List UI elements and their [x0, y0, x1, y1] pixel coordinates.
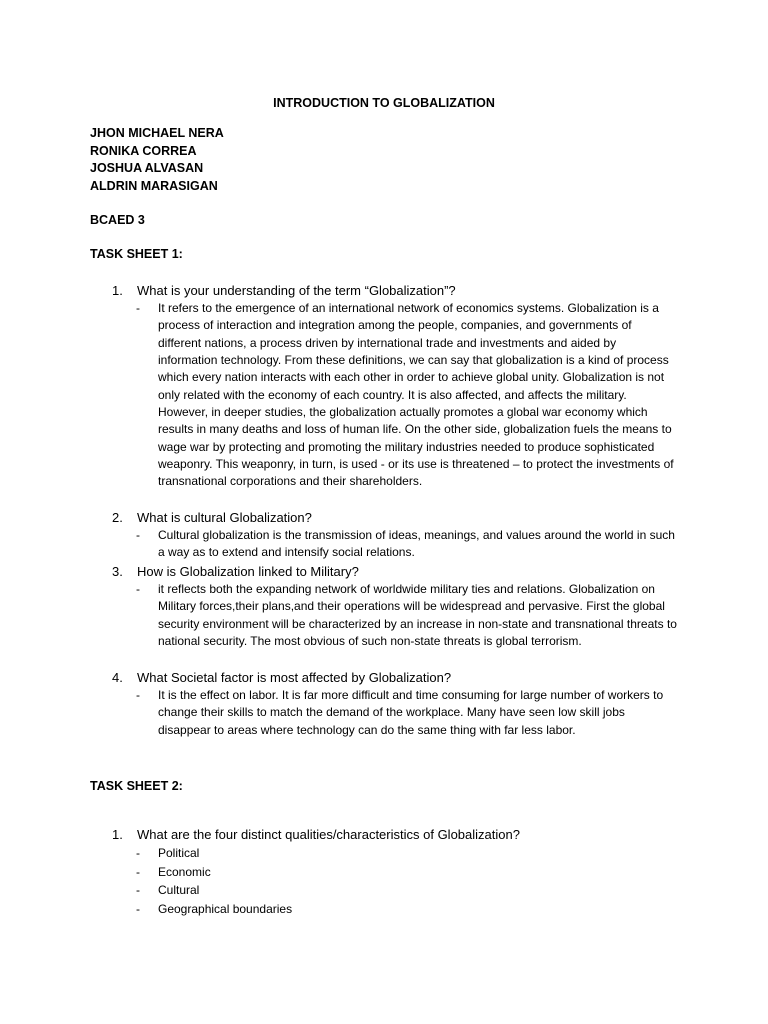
- dash-bullet: -: [136, 582, 140, 596]
- question: [0, 281, 768, 300]
- list-item-text: Political: [158, 846, 200, 860]
- task1-item-1: [0, 281, 768, 491]
- question-text: What is your understanding of the term “Globalization”?: [137, 283, 456, 298]
- author-name: RONIKA CORREA: [90, 143, 197, 158]
- list-item: [0, 863, 768, 882]
- document-title: INTRODUCTION TO GLOBALIZATION: [273, 96, 495, 110]
- list-item-text: Cultural: [158, 883, 200, 897]
- answer-text: it reflects both the expanding network of worldwide military ties and relations. Globalization on Military forces,their plans,and their operations will be widespread and pervasive. First the global security environment will be characterized by an increase in non-state and transnational threats to national security. The most obvious of such non-state threats is global terrorism.: [158, 582, 677, 649]
- list-item: [0, 844, 768, 863]
- answer-text: It refers to the emergence of an international network of economics systems. Globalization is a process of interaction and integration among the people, companies, and governments of different nations, a process driven by international trade and investments and aided by information technology. From these definitions, we can say that globalization is a kind of process which every nation interacts with each other in order to achieve global unity. Globalization is not only related with the economy of each country. It is also affected, and affects the military. However, in deeper studies, the globalization actually promotes a global war economy which results in many deaths and loss of human life. On the other side, globalization fuels the means to wage war by protecting and promoting the military industries needed to produce sophisticated weaponry. This weaponry, in turn, is used - or its use is threatened – to protect the investments of transnational corporations and their shareholders.: [158, 301, 674, 489]
- question-number: 1.: [112, 827, 123, 842]
- question: [0, 562, 768, 581]
- question-text: What Societal factor is most affected by Globalization?: [137, 670, 452, 685]
- dash-bullet: -: [136, 301, 140, 315]
- question-number: 3.: [112, 564, 123, 579]
- question-text: What is cultural Globalization?: [137, 510, 312, 525]
- task-sheet-2-heading: TASK SHEET 2:: [90, 779, 183, 793]
- author-name: JHON MICHAEL NERA: [90, 126, 224, 140]
- answer: [0, 687, 678, 739]
- question: [0, 825, 768, 844]
- dash-bullet: -: [136, 864, 140, 879]
- question: [0, 508, 768, 527]
- task1-item-4: [0, 668, 768, 739]
- answer: [0, 527, 678, 562]
- question-text: What are the four distinct qualities/characteristics of Globalization?: [137, 827, 520, 842]
- author-name: ALDRIN MARASIGAN: [90, 178, 218, 193]
- list-item-text: Geographical boundaries: [158, 901, 293, 916]
- dash-bullet: -: [136, 883, 140, 897]
- question-number: 1.: [112, 283, 123, 298]
- task-sheet-1-heading: TASK SHEET 1:: [90, 247, 183, 261]
- course-code: BCAED 3: [90, 213, 145, 227]
- question-text: How is Globalization linked to Military?: [137, 564, 359, 579]
- author-name: JOSHUA ALVASAN: [90, 161, 204, 175]
- dash-bullet: -: [136, 528, 140, 542]
- answer: [0, 300, 678, 491]
- answer: [0, 581, 678, 650]
- dash-bullet: -: [136, 901, 140, 916]
- question-number: 4.: [112, 670, 123, 685]
- answer-text: Cultural globalization is the transmission of ideas, meanings, and values around the world in such a way as to extend and intensify social relations.: [158, 528, 675, 560]
- task1-item-3: [0, 562, 768, 650]
- list-item: [0, 881, 768, 900]
- list-item: [0, 900, 768, 919]
- list-item-text: Economic: [158, 864, 211, 879]
- dash-bullet: -: [136, 688, 140, 702]
- task1-item-2: [0, 508, 768, 562]
- author-list: [90, 125, 224, 195]
- question: [0, 668, 768, 687]
- answer-text: It is the effect on labor. It is far more difficult and time consuming for large number of workers to change their skills to match the demand of the workplace. Many have seen low skill jobs disappear to areas where technology can do the same thing with far less labor.: [158, 688, 664, 737]
- task2-item-1: [0, 825, 768, 918]
- question-number: 2.: [112, 510, 123, 525]
- dash-bullet: -: [136, 846, 140, 860]
